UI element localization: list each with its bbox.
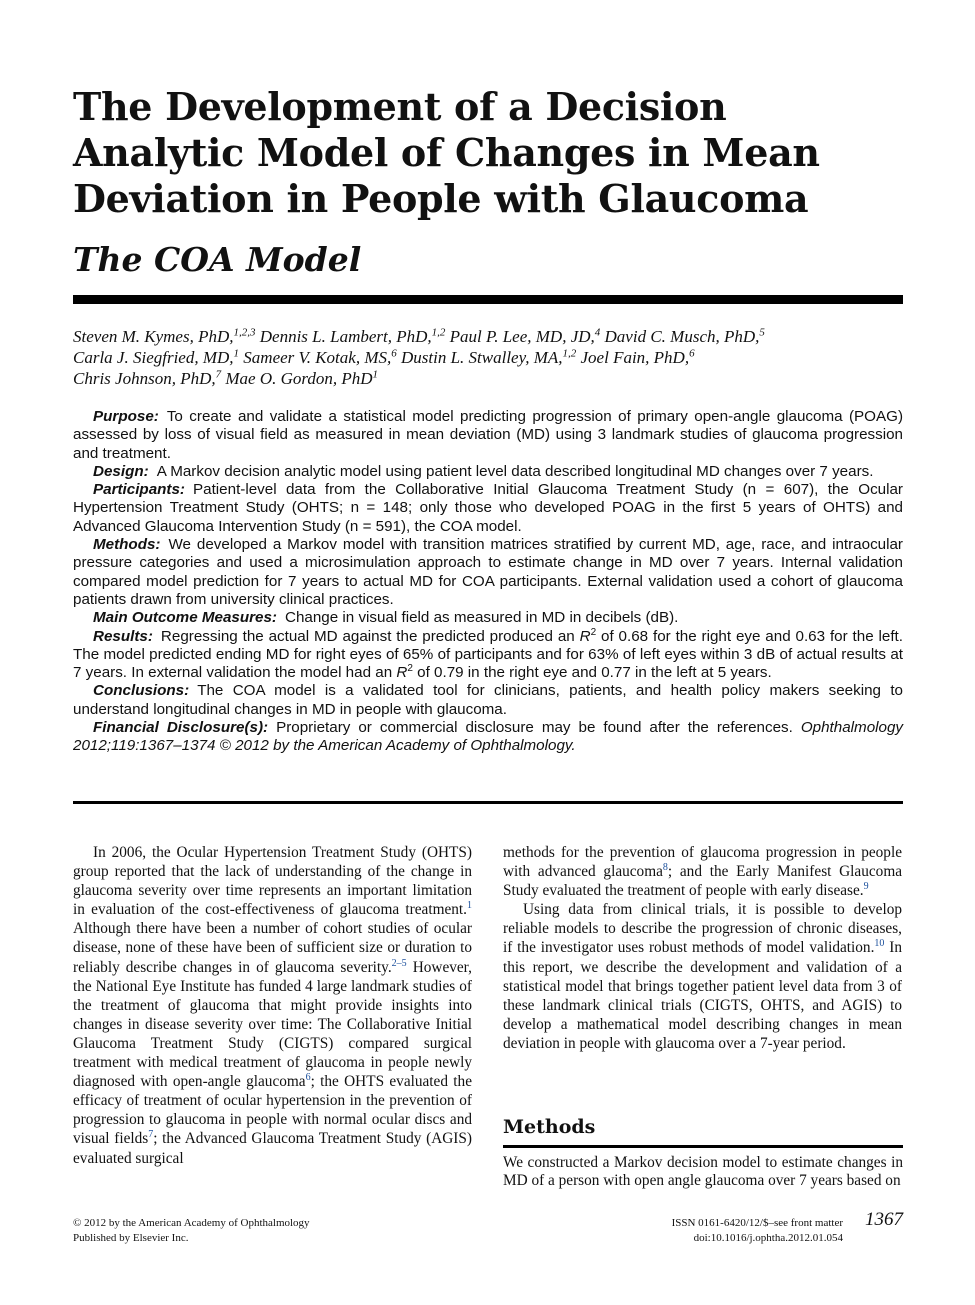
journal-citation: Ophthalmology 2012;119:1367–1374 © 2012 by the American Academy of Ophthalmology. [73,719,903,755]
author-affiliation: 4 [594,326,601,339]
methods-text: We constructed a Markov decision model to estimate changes in MD of a person with open angle glaucoma over 7 years based on [503,1154,903,1189]
abstract-conclusions [73,682,903,719]
author-affiliation: 1,2 [562,347,577,360]
abstract-label: Participants: [93,481,185,499]
author-list [73,326,903,389]
footer-copyright: © 2012 by the American Academy of Ophthalmology [73,1217,310,1229]
body-paragraph [73,843,472,1168]
abstract-text: of 0.79 in the right eye and 0.77 in the left at 5 years. [417,664,772,682]
abstract [73,408,903,756]
abstract-design [73,463,903,481]
body-text: In 2006, the Ocular Hypertension Treatment Study (OHTS) group reported that the lack of understanding of the change in glaucoma severity over time represents an important limitation in evaluation of the cost-effectiveness of glaucoma treatment. [73,844,472,919]
author-affiliation: 1 [372,368,379,381]
reference-link[interactable]: 9 [863,881,869,893]
abstract-purpose [73,408,903,463]
author: Steven M. Kymes, PhD, [73,327,234,346]
body-text: ; and the Early Manifest Glaucoma Study evaluated the treatment of people with early disease. [503,863,903,900]
author: Dustin L. Stwalley, MA, [401,348,563,367]
author-affiliation: 1,2,3 [233,326,256,339]
abstract-label: Results: [93,627,153,645]
abstract-text: To create and validate a statistical model predicting progression of primary open-angle glaucoma (POAG) assessed by loss of visual field as measured in mean deviation (MD) using 3 landmark studies of glaucoma progression and treatment. [73,408,903,462]
r-squared-exponent: 2 [407,663,413,675]
body-text: Using data from clinical trials, it is possible to develop reliable models to describe the progression of chronic diseases, if the investigator uses robust methods of model validation. [503,901,902,957]
abstract-text: Proprietary or commercial disclosure may be found after the references. [276,719,793,737]
body-column-left [73,843,472,1168]
abstract-label: Methods: [93,536,161,554]
abstract-methods [73,536,903,609]
abstract-text: A Markov decision analytic model using patient level data described longitudinal MD changes over 7 years. [156,462,874,480]
abstract-disclosure [73,719,903,756]
abstract-text: of 0.68 for the right eye and 0.63 for the left. The model predicted ending MD for right eyes of 65% of participants and for 63% of left eyes within 3 dB of actual results at 7 years. In external validation the model had an [73,627,903,682]
abstract-results [73,628,903,683]
author: Carla J. Siegfried, MD, [73,348,234,367]
methods-heading: Methods [503,1116,596,1138]
article-subtitle: The COA Model [73,240,362,279]
reference-link[interactable]: 6 [305,1072,311,1084]
reference-link[interactable]: 2–5 [391,957,407,969]
footer-right [613,1216,843,1246]
page-number: 1367 [865,1209,903,1230]
title-divider [73,295,903,304]
methods-divider [503,1145,903,1148]
abstract-text: Patient-level data from the Collaborative Initial Glaucoma Treatment Study (n = 607), the Ocular Hypertension Treatment Study (OHTS; n = 148; only those who developed POAG in the first 5 years of OHTS) and Advanced Glaucoma Intervention Study (n = 591), the COA model. [73,481,903,535]
body-paragraph [503,843,902,900]
abstract-label: Financial Disclosure(s): [93,719,269,737]
abstract-text: Change in visual field as measured in MD in decibels (dB). [285,609,679,627]
abstract-outcome [73,609,903,627]
body-text: ; the Advanced Glaucoma Treatment Study (AGIS) evaluated surgical [73,1130,472,1167]
body-paragraph [503,900,902,1053]
body-text: However, the National Eye Institute has funded 4 large landmark studies of the treatment of glaucoma that might provide insights into changes in disease severity over time: The Collaborative Initial Glaucoma Treatment Study (CIGTS) compared surgical treatment with medical treatment of glaucoma in people newly diagnosed with open-angle glaucoma [73,958,472,1091]
body-text: methods for the prevention of glaucoma progression in people with advanced glaucoma [503,844,902,881]
footer-publisher: Published by Elsevier Inc. [73,1232,189,1244]
body-text: ; the OHTS evaluated the efficacy of treatment of ocular hypertension in the prevention of progression to glaucoma in people with normal ocular discs and visual fields [73,1073,472,1148]
abstract-label: Conclusions: [93,682,190,700]
footer-left [73,1216,310,1246]
footer-issn: ISSN 0161-6420/12/$–see front matter [671,1217,843,1229]
article-title: The Development of a Decision Analytic Model of Changes in Mean Deviation in People with Glaucoma [73,84,820,221]
reference-link[interactable]: 1 [467,900,472,912]
author: Dennis L. Lambert, PhD, [259,327,432,346]
reference-link[interactable]: 10 [874,938,885,950]
author-affiliation: 6 [689,347,695,360]
r-squared-symbol: R [396,664,408,682]
abstract-text: The COA model is a validated tool for clinicians, patients, and health policy makers seeking to understand longitudinal changes in MD in people with glaucoma. [73,682,903,718]
reference-link[interactable]: 8 [662,862,668,873]
abstract-label: Main Outcome Measures: [93,609,277,627]
author-affiliation: 1 [233,347,240,360]
abstract-divider [73,801,903,804]
r-squared-symbol: R [579,627,591,645]
abstract-text: Regressing the actual MD against the predicted produced an [160,627,575,645]
abstract-participants [73,481,903,536]
author: Chris Johnson, PhD, [73,369,216,388]
author: Mae O. Gordon, PhD [225,369,373,388]
abstract-label: Design: [93,462,149,480]
author-affiliation: 5 [759,326,765,339]
r-squared-exponent: 2 [590,626,597,638]
author: Sameer V. Kotak, MS, [243,348,392,367]
author: David C. Musch, PhD, [604,327,760,346]
author-affiliation: 1,2 [431,326,446,339]
body-text: Although there have been a number of cohort studies of ocular disease, none of these have been of sufficient size or duration to reliably describe changes in of glaucoma severity. [73,920,472,976]
body-column-right [503,843,902,1053]
author: Paul P. Lee, MD, JD, [449,327,595,346]
reference-link[interactable]: 7 [148,1129,154,1141]
author-affiliation: 7 [215,368,222,381]
body-text: In this report, we describe the development and validation of a statistical model that brings together patient level data from 3 of these landmark clinical trials (CIGTS, OHTS, and AGIS) to develop a mathematical model describing changes in mean deviation in people with glaucoma over a 7-year period. [503,939,902,1052]
author: Joel Fain, PhD, [580,348,690,367]
abstract-label: Purpose: [93,408,159,425]
author-affiliation: 6 [391,347,397,360]
abstract-text: We developed a Markov model with transition matrices stratified by current MD, age, race, and intraocular pressure categories and used a microsimulation approach to estimate change in MD over 7 years. Internal validation compared model prediction for 7 years to actual MD for COA participants. External validation used a cohort of glaucoma patients drawn from university clinical practices. [73,536,903,608]
footer-doi[interactable]: doi:10.1016/j.ophtha.2012.01.054 [693,1232,843,1244]
